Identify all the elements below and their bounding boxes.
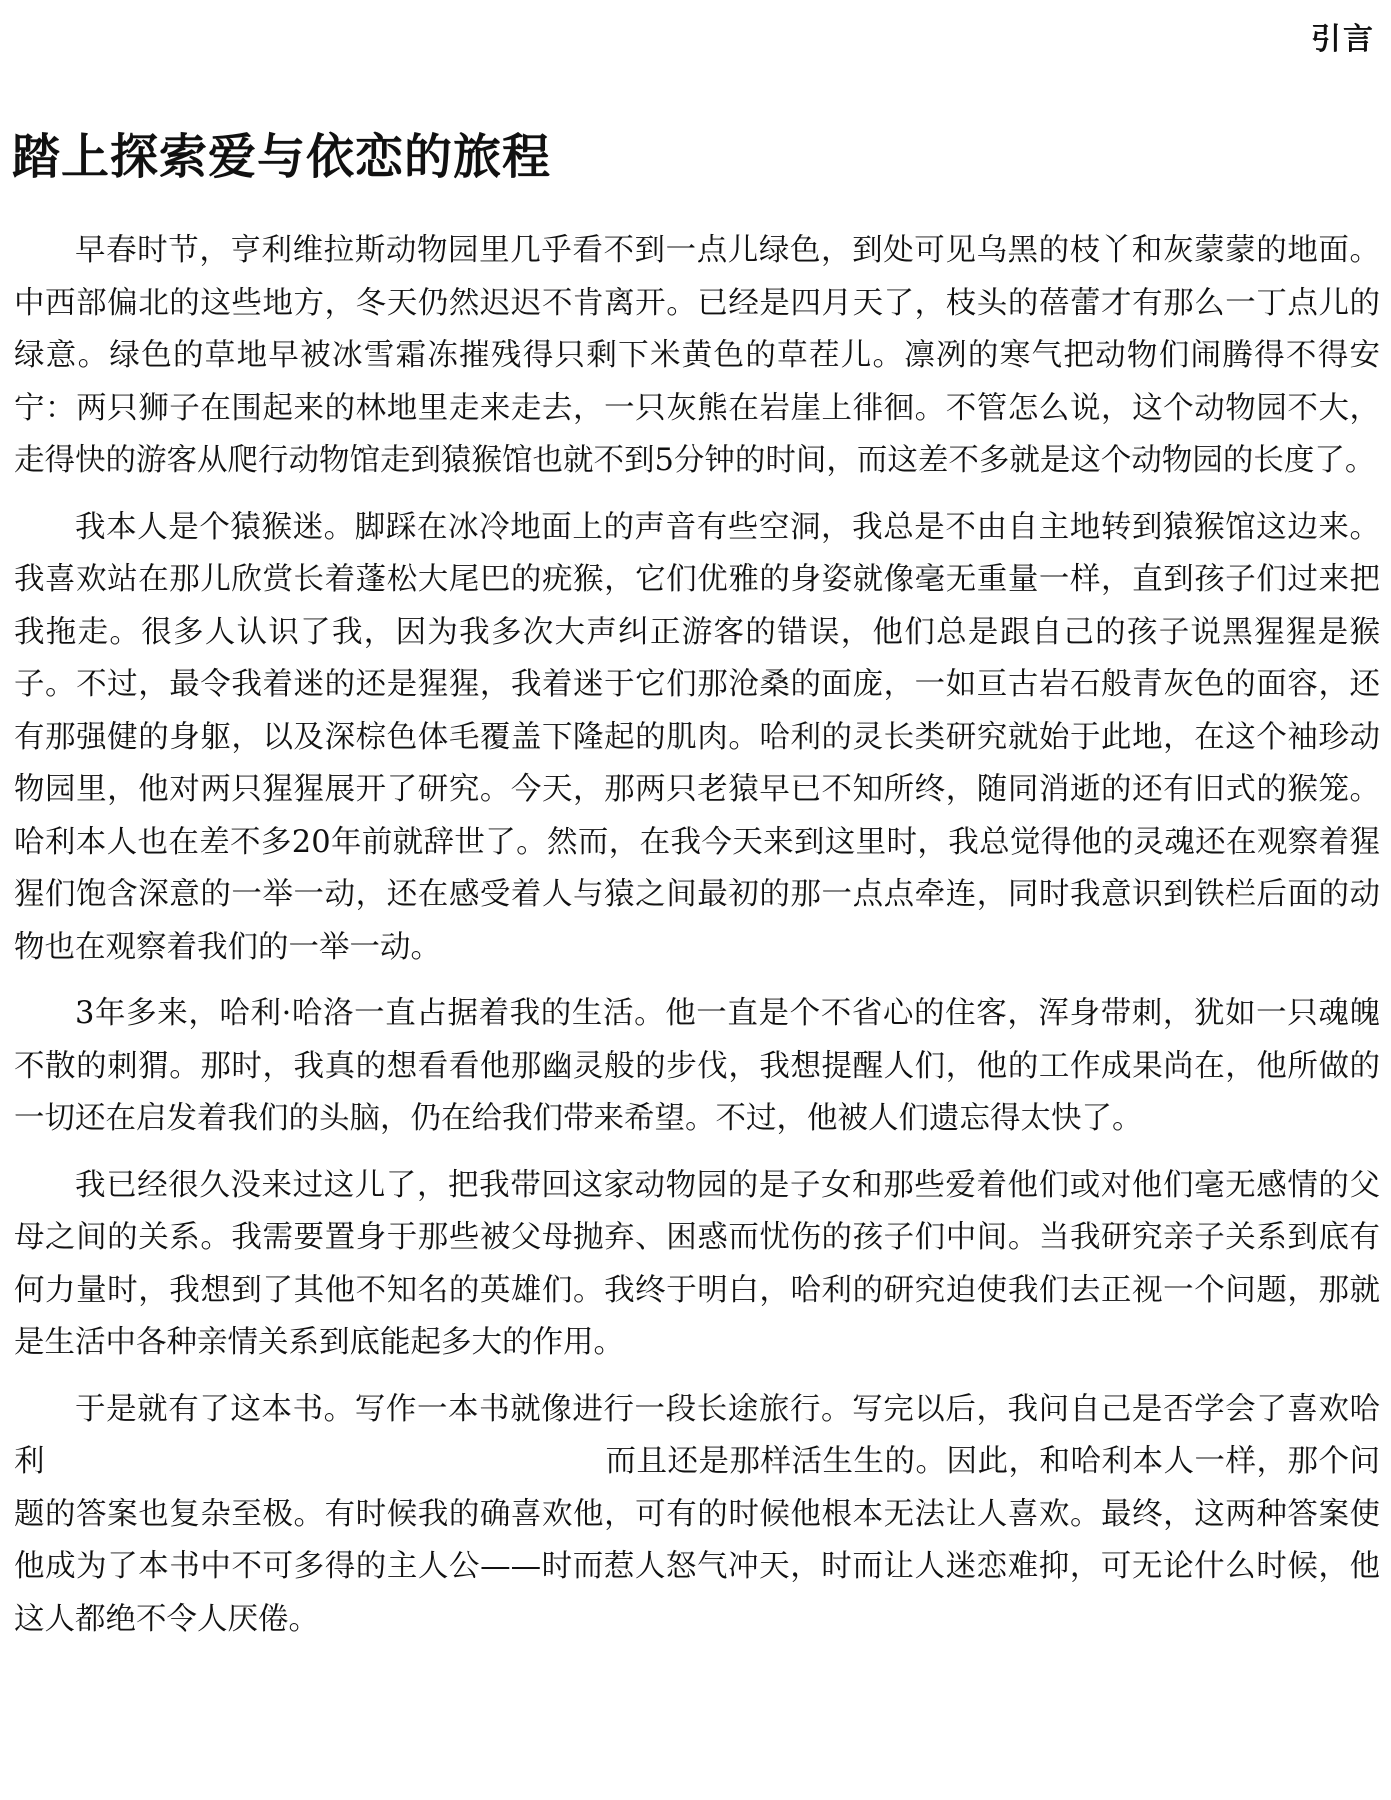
paragraph-3: 3年多来，哈利·哈洛一直占据着我的生活。他一直是个不省心的住客，浑身带刺，犹如一只魂魄不散的刺猬。那时，我真的想看看他那幽灵般的步伐，我想提醒人们，他的工作成果尚在，他所做的一切还在启发着我们的头脑，仍在给我们带来希望。不过，他被人们遗忘得太快了。 [14,996,1380,1136]
paragraph-5-before-gap: 于是就有了这本书。写作一本书就像进行一段长途旅行。写完以后，我问自己是否学会了喜欢哈利 [14,1391,1380,1479]
paragraph-5-after-gap: 而且还是那样活生生的。因此，和哈利本人一样，那个问题的答案也复杂至极。有时候我的确喜欢他，可有的时候他根本无法让人喜欢。最终，这两种答案使他成为了本书中不可多得的主人公——时而惹人怒气冲天，时而让人迷恋难抑，可无论什么时候，他这人都绝不令人厌倦。 [14,1444,1380,1637]
section-label: 引言 [1311,22,1375,57]
paragraph-1: 早春时节，亨利维拉斯动物园里几乎看不到一点儿绿色，到处可见乌黑的枝丫和灰蒙蒙的地面。中西部偏北的这些地方，冬天仍然迟迟不肯离开。已经是四月天了，枝头的蓓蕾才有那么一丁点儿的绿意。绿色的草地早被冰雪霜冻摧残得只剩下米黄色的草茬儿。凛冽的寒气把动物们闹腾得不得安宁：两只狮子在围起来的林地里走来走去，一只灰熊在岩崖上徘徊。不管怎么说，这个动物园不大，走得快的游客从爬行动物馆走到猿猴馆也就不到5分钟的时间，而这差不多就是这个动物园的长度了。 [14,233,1380,478]
paragraph-5 [14,1384,1380,1647]
chapter-title: 踏上探索爱与依恋的旅程 [12,129,552,185]
paragraph-2: 我本人是个猿猴迷。脚踩在冰冷地面上的声音有些空洞，我总是不由自主地转到猿猴馆这边来。我喜欢站在那儿欣赏长着蓬松大尾巴的疣猴，它们优雅的身姿就像毫无重量一样，直到孩子们过来把我拖走。很多人认识了我，因为我多次大声纠正游客的错误，他们总是跟自己的孩子说黑猩猩是猴子。不过，最令我着迷的还是猩猩，我着迷于它们那沧桑的面庞，一如亘古岩石般青灰色的面容，还有那强健的身躯，以及深棕色体毛覆盖下隆起的肌肉。哈利的灵长类研究就始于此地，在这个袖珍动物园里，他对两只猩猩展开了研究。今天，那两只老猿早已不知所终，随同消逝的还有旧式的猴笼。哈利本人也在差不多20年前就辞世了。然而，在我今天来到这里时，我总觉得他的灵魂还在观察着猩猩们饱含深意的一举一动，还在感受着人与猿之间最初的那一点点牵连，同时我意识到铁栏后面的动物也在观察着我们的一举一动。 [14,509,1380,965]
body-text [14,225,1380,1660]
paragraph-4: 我已经很久没来过这儿了，把我带回这家动物园的是子女和那些爱着他们或对他们毫无感情的父母之间的关系。我需要置身于那些被父母抛弃、困惑而忧伤的孩子们中间。当我研究亲子关系到底有何力量时，我想到了其他不知名的英雄们。我终于明白，哈利的研究迫使我们去正视一个问题，那就是生活中各种亲情关系到底能起多大的作用。 [14,1167,1380,1360]
